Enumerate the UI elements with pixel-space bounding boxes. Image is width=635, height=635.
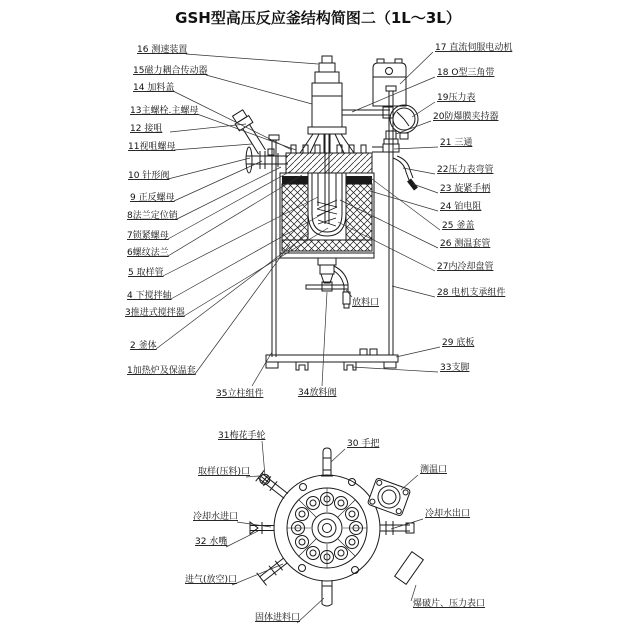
label-kettle-body: 2 釜体 [130,341,157,351]
label-kettle-cover: 25 釜盖 [442,221,475,231]
label-rupture-disc-holder: 20防爆膜夹持器 [433,112,499,122]
label-feeding-cover: 14 加料盖 [133,83,175,93]
label-forward-reverse-nut: 9 正反螺母 [130,193,175,203]
base-plate [266,355,398,362]
label-base-plate: 29 底板 [442,338,475,348]
label-pressure-gauge-elbow: 22压力表弯管 [437,165,494,175]
label-support-feet: 33支脚 [440,363,470,373]
label-pressure-gauge: 19压力表 [437,93,476,103]
diagram-title: GSH型高压反应釜结构简图二（1L～3L） [175,9,461,27]
label-solid-feed-port: 固体进料口 [255,613,301,623]
label-tee: 21 三通 [440,138,473,148]
label-sampling-tube: 5 取样管 [128,268,164,278]
label-flange-positioning-pin: 8法兰定位销 [127,211,178,221]
label-tightening-handle: 23 旋紧手柄 [440,184,491,194]
label-speed-measuring-device: 16 测速装置 [137,45,188,55]
label-temperature-sleeve: 26 测温套管 [440,239,491,249]
label-motor-support-assembly: 28 电机支承组件 [437,288,506,298]
label-lock-nut: 7锁紧螺母 [127,231,169,241]
label-temperature-port: 测温口 [420,465,448,475]
label-gas-inlet-vent-port: 进气(放空)口 [185,575,238,585]
label-propeller-agitator: 3推进式搅拌器 [125,308,185,318]
label-handle: 30 手把 [347,439,380,449]
label-cooling-water-inlet: 冷却水进口 [193,512,239,522]
label-lower-stirring-shaft: 4 下搅拌轴 [127,291,172,301]
label-threaded-flange: 6螺纹法兰 [127,248,169,258]
label-column-assembly: 35立柱组件 [216,389,264,399]
label-sampling-pressing-port: 取样(压料)口 [198,467,251,477]
label-plum-handwheel: 31梅花手轮 [218,431,266,441]
label-sight-nozzle-nut: 11视咀螺母 [128,142,176,152]
label-magnetic-coupling-drive: 15磁力耦合传动器 [133,66,208,76]
label-water-nozzle: 32 水嘴 [195,537,228,547]
label-rupture-disc-gauge-port: 爆破片、压力表口 [413,599,486,609]
labels-right [433,41,512,373]
label-cooling-water-outlet: 冷却水出口 [425,509,471,519]
label-platinum-rtd: 24 铂电阻 [440,202,482,212]
label-needle-valve: 10 针形阀 [128,171,170,181]
label-discharge-valve: 34放料阀 [298,388,337,398]
label-dc-servo-motor: 17 直流伺服电动机 [435,43,513,53]
label-inner-cooling-coil: 27内冷却盘管 [437,262,494,272]
label-heating-furnace-jacket: 1加热炉及保温套 [127,366,196,376]
label-discharge-port-inline: 放料口 [352,298,380,308]
label-nozzle: 12 接咀 [130,124,163,134]
label-main-bolt-nut: 13主螺栓.主螺母 [130,106,199,116]
label-o-type-v-belt: 18 O型三角带 [437,68,495,78]
